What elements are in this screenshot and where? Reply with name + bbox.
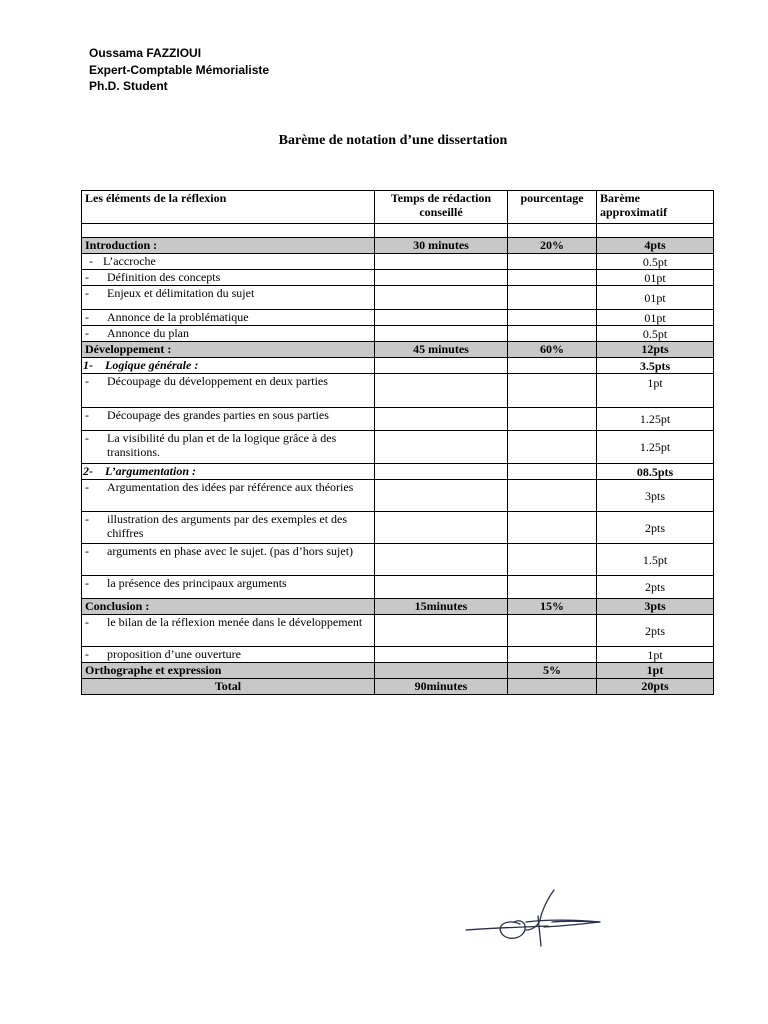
total-row [82, 679, 714, 695]
table-row [82, 576, 714, 599]
list-dash: - [85, 431, 89, 445]
section-time [375, 663, 508, 679]
total-label: Total [82, 679, 375, 695]
item-points: 1pt [597, 647, 714, 663]
author-status: Ph.D. Student [89, 79, 168, 93]
table-row [82, 408, 714, 431]
table-row [82, 431, 714, 464]
subsection-points: 3.5pts [597, 358, 714, 374]
item-text: proposition d’une ouverture [107, 647, 241, 661]
subsection-points: 08.5pts [597, 464, 714, 480]
author-block [89, 45, 269, 95]
section-row-developpement [82, 342, 714, 358]
item-points: 2pts [597, 576, 714, 599]
list-dash: - [85, 310, 89, 324]
item-text: arguments en phase avec le sujet. (pas d’hors sujet) [107, 544, 354, 558]
item-text: La visibilité du plan et de la logique grâce à des transitions. [107, 431, 337, 459]
document-title: Barème de notation d’une dissertation [278, 133, 508, 148]
list-dash: - [85, 576, 89, 590]
list-dash: - [85, 647, 89, 661]
item-points: 2pts [597, 512, 714, 544]
section-percentage: 20% [508, 238, 597, 254]
list-dash: - [85, 270, 89, 284]
list-dash: - [85, 480, 89, 494]
subsection-row-logique [82, 358, 714, 374]
item-text: L’accroche [103, 254, 156, 268]
item-points: 01pt [597, 286, 714, 310]
header-percentage: pourcentage [508, 191, 597, 224]
item-text: Annonce de la problématique [107, 310, 249, 324]
list-dash: - [85, 544, 89, 558]
item-text: le bilan de la réflexion menée dans le développement [107, 615, 363, 629]
spacer-row [82, 224, 714, 238]
section-points: 4pts [597, 238, 714, 254]
total-points: 20pts [597, 679, 714, 695]
total-time: 90minutes [375, 679, 508, 695]
list-dash: - [85, 286, 89, 300]
section-label: Développement : [82, 342, 375, 358]
item-text: la présence des principaux arguments [107, 576, 287, 590]
header-elements: Les éléments de la réflexion [82, 191, 375, 224]
table-row [82, 615, 714, 647]
list-dash: - [85, 512, 89, 526]
subsection-number: 1- [83, 358, 93, 372]
section-label: Introduction : [82, 238, 375, 254]
table-row [82, 254, 714, 270]
section-points: 1pt [597, 663, 714, 679]
section-percentage: 60% [508, 342, 597, 358]
header-time: Temps de rédaction conseillé [375, 191, 508, 224]
item-points: 3pts [597, 480, 714, 512]
section-percentage: 5% [508, 663, 597, 679]
subsection-label: Logique générale : [105, 358, 199, 372]
section-row-introduction [82, 238, 714, 254]
item-text: Découpage du développement en deux parties [107, 374, 328, 388]
item-text: Annonce du plan [107, 326, 189, 340]
item-points: 2pts [597, 615, 714, 647]
header-scale: Barème approximatif [597, 191, 714, 224]
table-row [82, 270, 714, 286]
table-row [82, 544, 714, 576]
item-text: Découpage des grandes parties en sous parties [107, 408, 329, 422]
table-row [82, 374, 714, 408]
section-label: Conclusion : [82, 599, 375, 615]
item-points: 01pt [597, 310, 714, 326]
list-dash: - [85, 408, 89, 422]
section-time: 30 minutes [375, 238, 508, 254]
table-row [82, 512, 714, 544]
subsection-row-argumentation [82, 464, 714, 480]
item-points: 1.25pt [597, 431, 714, 464]
list-dash: - [85, 615, 89, 629]
list-dash: - [85, 374, 89, 388]
item-points: 01pt [597, 270, 714, 286]
item-points: 1pt [597, 374, 714, 408]
section-points: 12pts [597, 342, 714, 358]
subsection-label: L’argumentation : [105, 464, 197, 478]
section-time: 15minutes [375, 599, 508, 615]
section-row-conclusion [82, 599, 714, 615]
table-row [82, 310, 714, 326]
item-text: illustration des arguments par des exemples et des chiffres [107, 512, 348, 540]
table-row [82, 480, 714, 512]
section-time: 45 minutes [375, 342, 508, 358]
list-dash: - [85, 326, 89, 340]
section-label: Orthographe et expression [82, 663, 375, 679]
author-name: Oussama FAZZIOUI [89, 46, 202, 60]
table-row [82, 326, 714, 342]
item-text: Argumentation des idées par référence aux théories [107, 480, 354, 494]
section-points: 3pts [597, 599, 714, 615]
list-dash: - [89, 254, 93, 268]
table-row [82, 647, 714, 663]
table-row [82, 286, 714, 310]
grading-table [81, 190, 714, 695]
item-points: 0.5pt [597, 326, 714, 342]
table-header-row [82, 191, 714, 224]
section-row-orthographe [82, 663, 714, 679]
total-percentage [508, 679, 597, 695]
item-points: 1.25pt [597, 408, 714, 431]
item-points: 0.5pt [597, 254, 714, 270]
item-text: Définition des concepts [107, 270, 221, 284]
item-points: 1.5pt [597, 544, 714, 576]
item-text: Enjeux et délimitation du sujet [107, 286, 255, 300]
author-role: Expert-Comptable Mémorialiste [89, 62, 270, 77]
section-percentage: 15% [508, 599, 597, 615]
handwritten-signature [462, 886, 607, 948]
subsection-number: 2- [83, 464, 93, 478]
